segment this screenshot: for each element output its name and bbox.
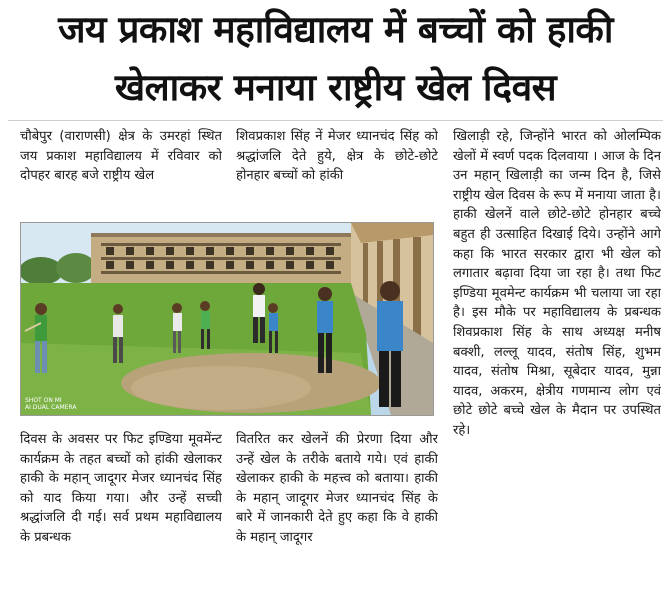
article-column-3: [453, 127, 661, 597]
photo-scene: [21, 223, 433, 415]
article-column-2-top: [236, 127, 438, 207]
article-text: चौबेपुर (वाराणसी) क्षेत्र के उमरहां स्थित जय प्रकाश महाविद्यालय में रविवार को दोपहर बारह बजे राष्ट्रीय खेल: [20, 129, 222, 184]
article-text: दिवस के अवसर पर फिट इण्डिया मूवमेंन्ट कार्यक्रम के तहत बच्चों को हांकी खेलाकर हाकी के महान् जादूगर मेजर ध्यानचंद सिंह को याद किया गया। और उन्हें सच्ची श्रद्धांजलि दी गई। सर्व प्रथम महाविद्यालय के प्रबन्धक: [20, 432, 222, 545]
headline-line-1: जय प्रकाश महाविद्यालय में बच्चों को हाकी: [58, 8, 613, 51]
photo-credit-line-2: AI DUAL CAMERA: [25, 404, 77, 411]
article-column-1-top: [20, 127, 222, 207]
headline-divider: [8, 120, 663, 121]
article-text: वितरित कर खेलनें की प्रेरणा दिया और उन्हें खेल के तरीके बताये गये। एवं हाकी खेलाकर हाकी के महत्त्व को बताया। हाकी के महान् जादूगर मेजर ध्यानचंद सिंह के बारे में जानकारी देते हुए कहा कि वे हाकी के महान् जादूगर: [236, 432, 438, 545]
article-text: खिलाड़ी रहे, जिन्होंने भारत को ओलम्पिक खेलों में स्वर्ण पदक दिलवाया । आज के दिन उन महान् खिलाड़ी का जन्म दिन है, जिसे राष्ट्रीय खेल दिवस के रूप में मनाया जाता है। हाकी खेलनें वाले छोटे-छोटे होनहार बच्चे बहुत ही उत्साहित दिखाई दिये। उन्होंने आगे कहा कि भारत सरकार द्वारा भी खेल को लगातार बढ़ावा दिया जा रहा है। तथा फिट इण्डिया मूवमेन्ट कार्यक्रम भी चलाया जा रहा है। इस मौके पर महाविद्यालय के प्रबन्धक शिवप्रकाश सिंह के साथ अध्यक्ष मनीष बक्शी, लल्लू यादव, संतोष सिंह, शुभम यादव, संतोष मिश्रा, सूबेदार यादव, मुन्ना यादव, अकरम, क्षेत्रीय गणमान्य लोग एवं छोटे छोटे बच्चे खेल के मैदान पर उपस्थित रहे।: [453, 129, 661, 438]
article-photo: [20, 222, 434, 416]
article-text: शिवप्रकाश सिंह नें मेजर ध्यानचंद सिंह को श्रद्धांजलि देते हुये, क्षेत्र के छोटे-छोटे होनहार बच्चों को हांकी: [236, 129, 438, 184]
photo-credit-line-1: SHOT ON MI: [25, 397, 62, 404]
headline-line-2: खेलाकर मनाया राष्ट्रीय खेल दिवस: [114, 66, 557, 109]
photo-credit: [25, 397, 76, 411]
article-column-2-bottom: [236, 430, 438, 600]
article-column-1-bottom: [20, 430, 222, 600]
headline: [0, 0, 671, 118]
